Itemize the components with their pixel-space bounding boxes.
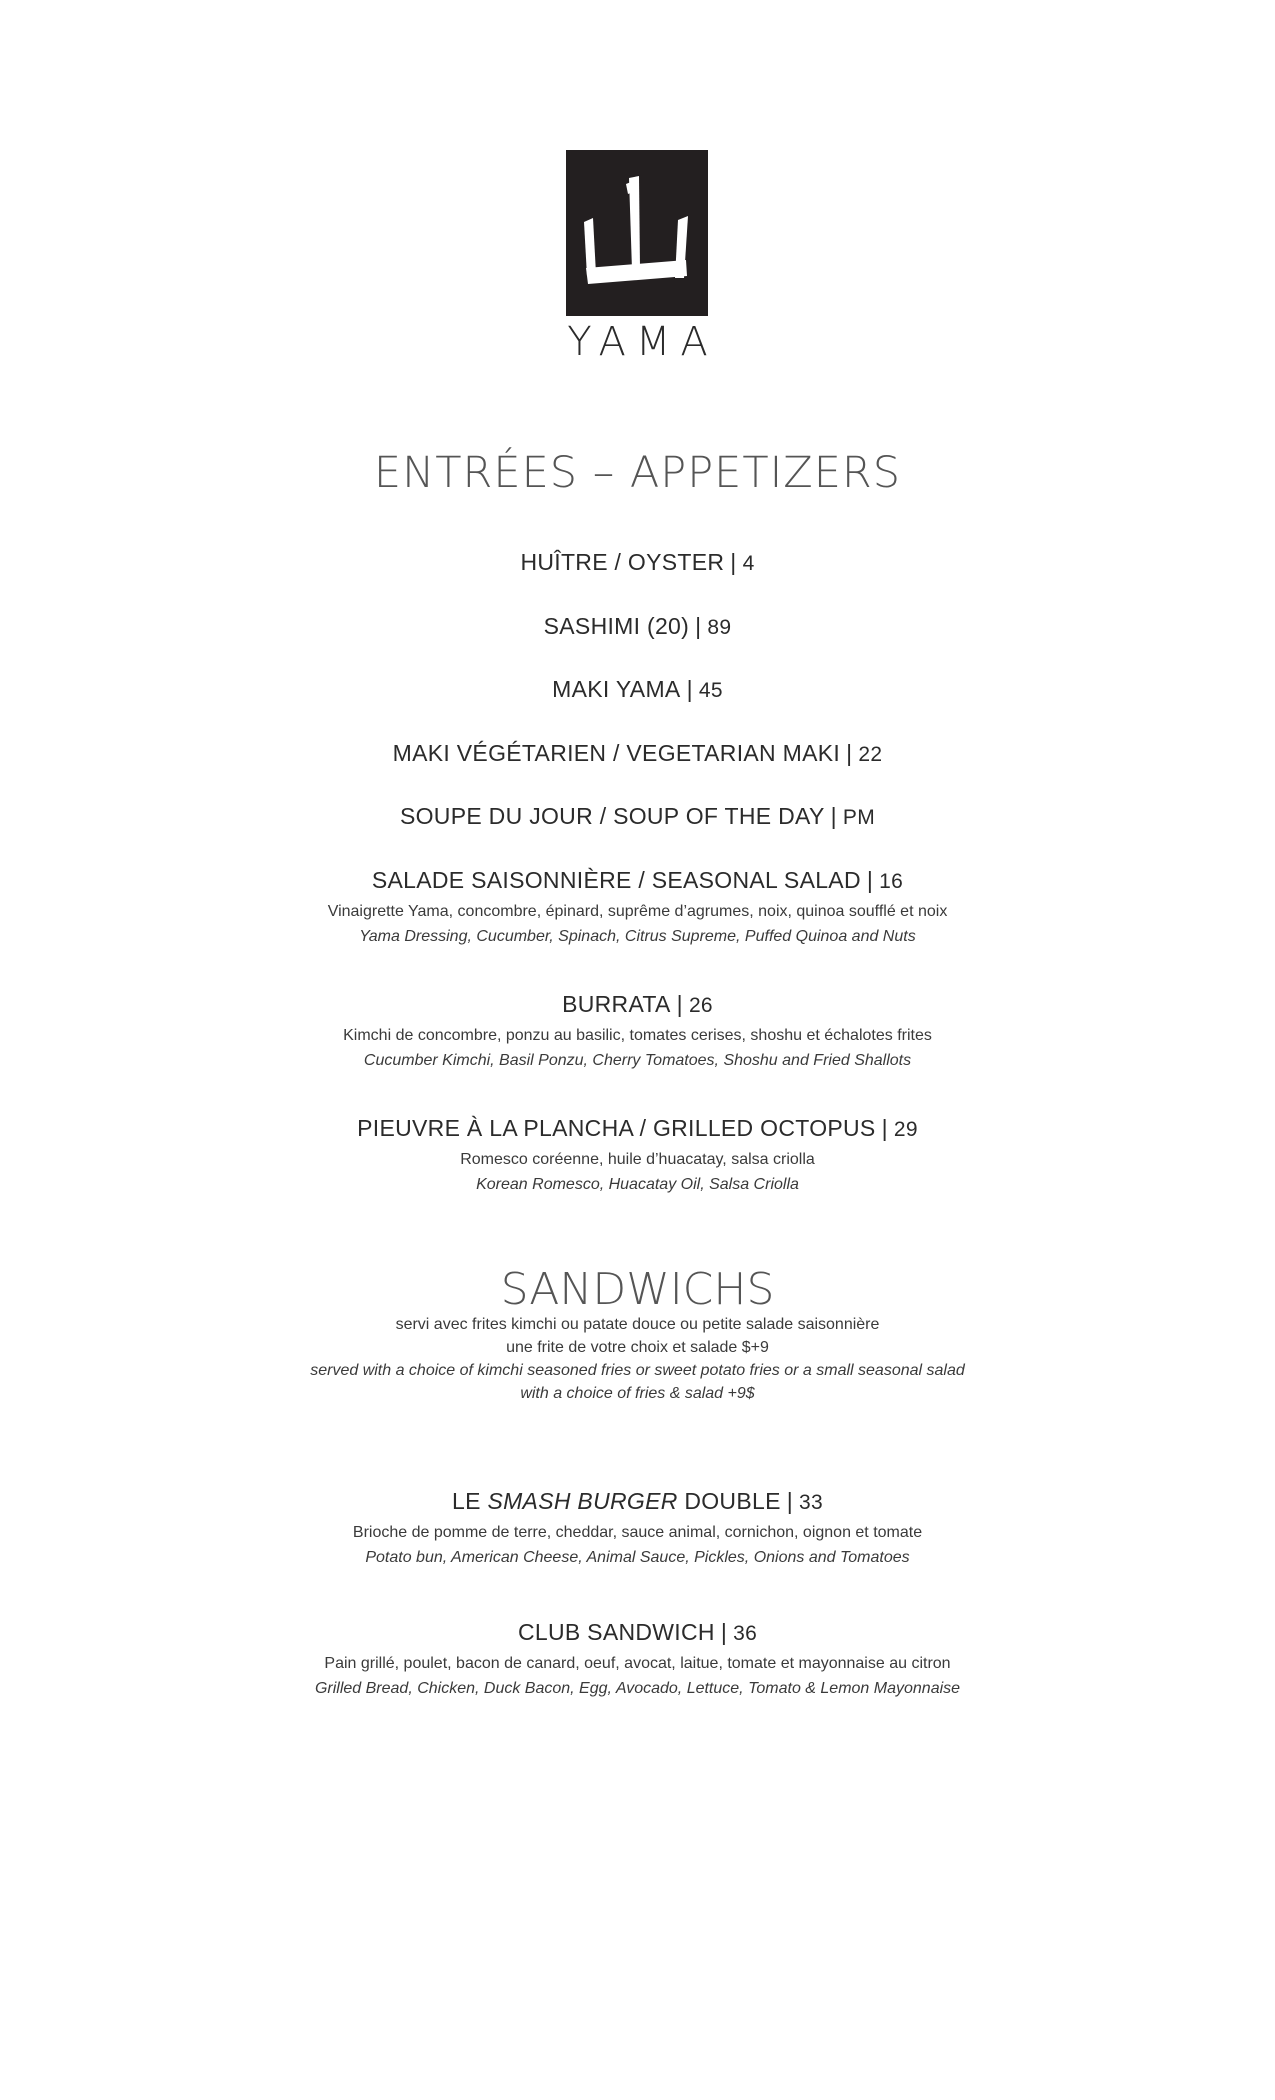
menu-item-grilled-octopus: PIEUVRE À LA PLANCHA / GRILLED OCTOPUS | 29 Romesco coréenne, huile d’huacatay, salsa criolla Korean Romesco, Huacatay Oil, Salsa Criolla: [0, 1114, 1275, 1197]
item-price: 45: [698, 679, 723, 702]
item-price: 33: [799, 1491, 823, 1514]
mountain-kanji-icon: [566, 150, 708, 316]
item-name: MAKI VÉGÉTARIEN / VEGETARIAN MAKI: [392, 740, 841, 766]
menu-item-seasonal-salad: SALADE SAISONNIÈRE / SEASONAL SALAD | 16 Vinaigrette Yama, concombre, épinard, suprême d’agrumes, noix, quinoa soufflé et noix Yama Dressing, Cucumber, Spinach, Citrus Supreme, Puffed Quinoa and Nuts: [0, 866, 1275, 949]
item-name: BURRATA: [562, 991, 671, 1017]
menu-item-smash-burger: LE SMASH BURGER DOUBLE | 33 Brioche de pomme de terre, cheddar, sauce animal, cornichon, oignon et tomate Potato bun, American Cheese, Animal Sauce, Pickles, Onions and Tomatoes: [0, 1487, 1275, 1570]
item-name-italic: SMASH BURGER: [487, 1488, 678, 1514]
item-description-fr: Kimchi de concombre, ponzu au basilic, tomates cerises, shoshu et échalotes frites: [343, 1027, 932, 1044]
sandwich-note-fr: servi avec frites kimchi ou patate douce ou petite salade saisonnière: [395, 1316, 880, 1333]
brand-name: YAMA: [567, 319, 718, 365]
item-price: 26: [688, 994, 713, 1017]
item-description-fr: Pain grillé, poulet, bacon de canard, oeuf, avocat, laitue, tomate et mayonnaise au citron: [324, 1655, 951, 1672]
item-name: SASHIMI (20): [543, 613, 690, 639]
item-description-en: Cucumber Kimchi, Basil Ponzu, Cherry Tomatoes, Shoshu and Fried Shallots: [363, 1052, 912, 1069]
item-price: 29: [893, 1118, 918, 1141]
menu-item-vegetarian-maki: MAKI VÉGÉTARIEN / VEGETARIAN MAKI | 22: [392, 740, 883, 766]
menu-item-club-sandwich: CLUB SANDWICH | 36 Pain grillé, poulet, bacon de canard, oeuf, avocat, laitue, tomate et mayonnaise au citron Grilled Bread, Chicken, Duck Bacon, Egg, Avocado, Lettuce, Tomato & Lemon Mayonnaise: [0, 1618, 1275, 1701]
item-price: 36: [733, 1622, 758, 1645]
item-name: HUÎTRE / OYSTER: [520, 549, 725, 575]
item-description-en: Yama Dressing, Cucumber, Spinach, Citrus Supreme, Puffed Quinoa and Nuts: [359, 928, 916, 945]
item-price: 16: [879, 870, 904, 893]
menu-item-oyster: HUÎTRE / OYSTER | 4: [520, 549, 755, 575]
item-description-fr: Romesco coréenne, huile d’huacatay, salsa criolla: [460, 1151, 815, 1168]
sandwich-note-en: served with a choice of kimchi seasoned fries or sweet potato fries or a small seasonal salad: [310, 1362, 965, 1379]
item-name: MAKI YAMA: [552, 676, 681, 702]
menu-item-burrata: BURRATA | 26 Kimchi de concombre, ponzu au basilic, tomates cerises, shoshu et échalotes frites Cucumber Kimchi, Basil Ponzu, Cherry Tomatoes, Shoshu and Fried Shallots: [0, 990, 1275, 1073]
item-price: 89: [707, 616, 732, 639]
item-price: 4: [742, 552, 755, 575]
menu-item-maki-yama: MAKI YAMA | 45: [552, 676, 723, 702]
item-description-en: Potato bun, American Cheese, Animal Sauce, Pickles, Onions and Tomatoes: [365, 1549, 910, 1566]
item-description-fr: Vinaigrette Yama, concombre, épinard, suprême d’agrumes, noix, quinoa soufflé et noix: [327, 903, 948, 920]
item-name: CLUB SANDWICH: [517, 1619, 715, 1645]
menu-item-sashimi: SASHIMI (20) | 89: [543, 613, 732, 639]
sandwich-note-en-extra: with a choice of fries & salad +9$: [520, 1385, 755, 1402]
item-price: PM: [842, 806, 876, 829]
item-price: 22: [858, 743, 883, 766]
menu-item-soup: SOUPE DU JOUR / SOUP OF THE DAY | PM: [399, 803, 876, 829]
item-name: PIEUVRE À LA PLANCHA / GRILLED OCTOPUS: [357, 1115, 876, 1141]
item-name: SOUPE DU JOUR / SOUP OF THE DAY: [399, 803, 825, 829]
section-title-sandwichs: SANDWICHS: [500, 1264, 775, 1315]
logo-mark: [566, 150, 708, 316]
item-description-fr: Brioche de pomme de terre, cheddar, sauce animal, cornichon, oignon et tomate: [352, 1524, 923, 1541]
item-description-en: Grilled Bread, Chicken, Duck Bacon, Egg, Avocado, Lettuce, Tomato & Lemon Mayonnaise: [314, 1680, 961, 1697]
section-title-entrees: ENTRÉES – APPETIZERS: [373, 448, 902, 498]
item-description-en: Korean Romesco, Huacatay Oil, Salsa Criolla: [476, 1176, 799, 1193]
item-name: SALADE SAISONNIÈRE / SEASONAL SALAD: [371, 867, 861, 893]
sandwich-note-fr-extra: une frite de votre choix et salade $+9: [506, 1339, 769, 1356]
